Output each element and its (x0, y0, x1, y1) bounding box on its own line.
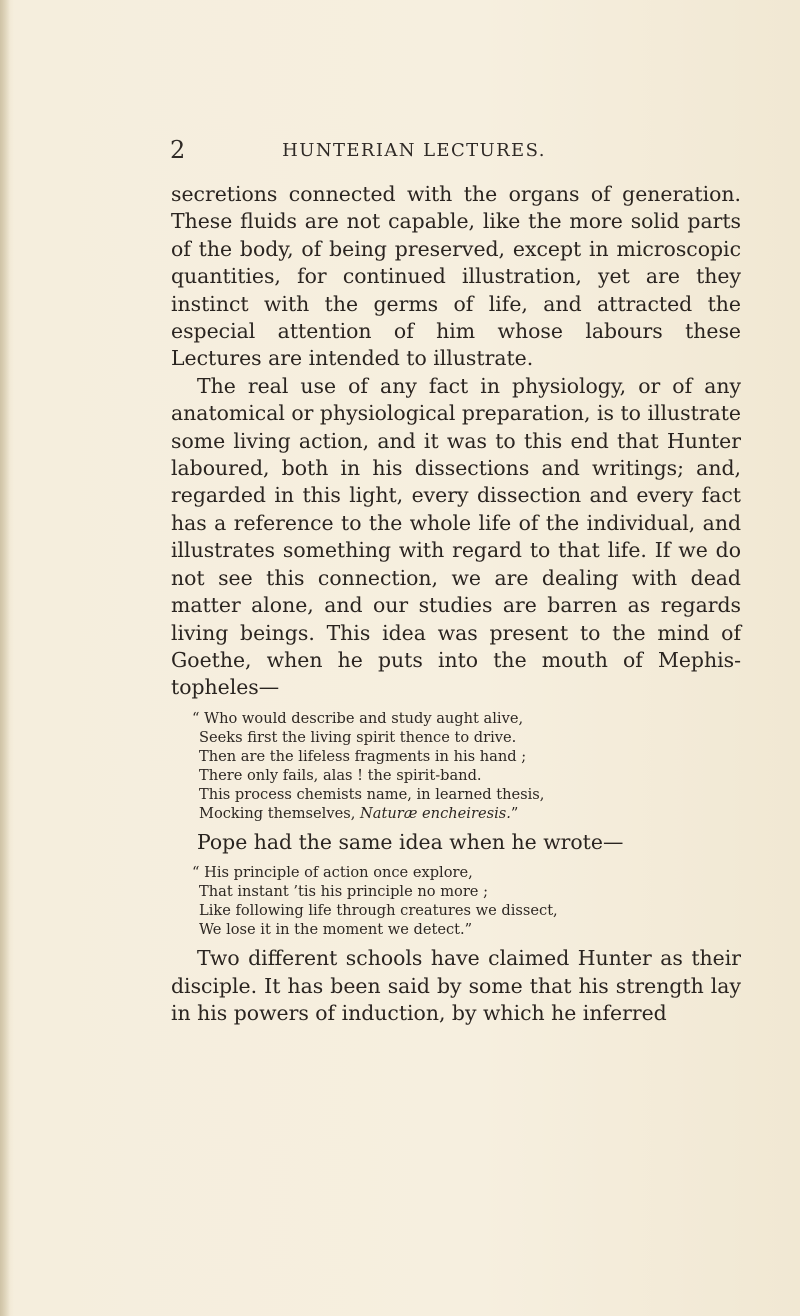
verse-text: Mocking themselves, (199, 804, 356, 822)
latin-phrase: Naturæ encheiresis. (359, 804, 511, 822)
paragraph-1: secretions connected with the organs of generation. These fluids are not capable, like the more solid parts of the body, of being preserved, except in microscopic quantities, for continued illustration, yet are they instinct with the germs of life, and attracted the especial attention of him whose labours these Lectures are intended to illustrate. (171, 182, 741, 371)
closing-quote: ” (510, 804, 519, 822)
page-number: 2 (170, 136, 186, 164)
paragraph-3: Pope had the same idea when he wrote— (197, 829, 624, 854)
verse-line: That instant ’tis his principle no more ; (199, 883, 488, 901)
spine-shadow (0, 0, 10, 1316)
verse-line: We lose it in the moment we detect.” (199, 921, 473, 939)
paragraph-4: Two different schools have claimed Hunter as their disciple. It has been said by some that his strength lay in his powers of induction, by which he inferred (171, 946, 741, 1025)
running-head: HUNTERIAN LECTURES. (282, 140, 546, 161)
verse-line: This process chemists name, in learned thesis, (199, 785, 545, 803)
page-header (0, 138, 800, 172)
paragraph-2: The real use of any fact in physiology, or of any anatomical or physiological preparation, is to illustrate some living action, and it was to this end that Hunter laboured, both in his dissections and writings; and, regarded in this light, every dissection and every fact has a reference to the whole life of the individual, and illustrates something with regard to that life. If we do not see this connection, we are dealing with dead matter alone, and our studies are barren as regards living beings. This idea was present to the mind of Goethe, when he puts into the mouth of Mephis-topheles— (171, 373, 741, 700)
verse-line (199, 804, 741, 823)
pope-verse (171, 863, 741, 939)
verse-line: Seeks first the living spirit thence to drive. (199, 728, 517, 746)
verse-line: “ His principle of action once explore, (192, 864, 473, 882)
verse-line: Then are the lifeless fragments in his hand ; (199, 747, 527, 765)
body-text (171, 181, 741, 1027)
verse-line: There only fails, alas ! the spirit-band. (199, 766, 482, 784)
verse-line: Like following life through creatures we dissect, (199, 902, 558, 920)
verse-line: “ Who would describe and study aught alive, (192, 709, 524, 727)
goethe-verse (171, 709, 741, 823)
